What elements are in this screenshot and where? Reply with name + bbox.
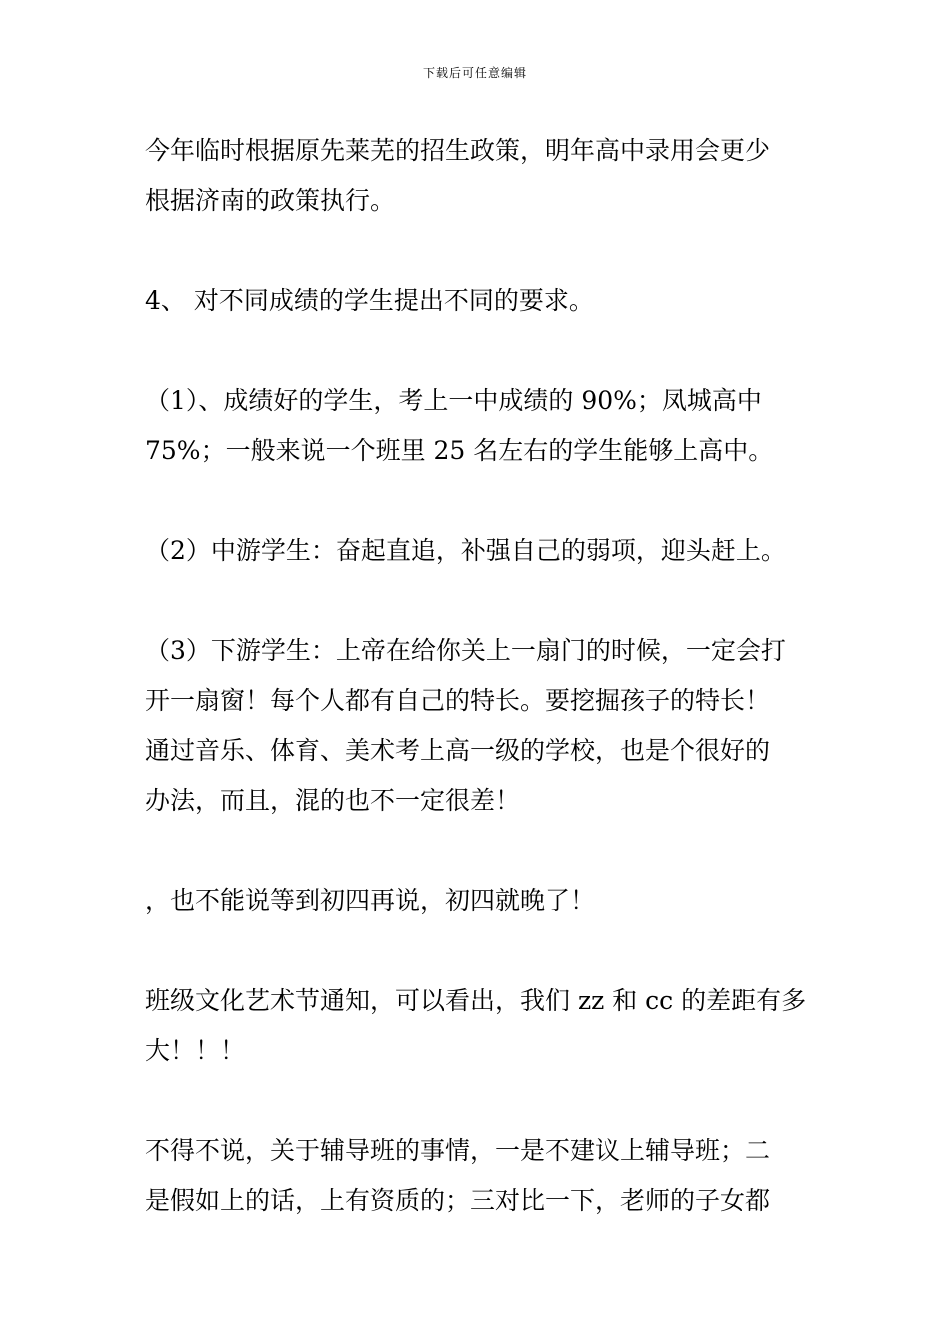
paragraph-6: [145, 876, 810, 926]
text-line: 通过音乐、体育、美术考上高一级的学校，也是个很好的: [145, 736, 771, 765]
paragraph-4: [145, 526, 810, 576]
text-line: 75%；一般来说一个班里 25 名左右的学生能够上高中。: [145, 436, 774, 465]
paragraph-5: [145, 626, 810, 826]
text-line: 大！！！: [145, 1036, 246, 1065]
text-line: 开一扇窗！每个人都有自己的特长。要挖掘孩子的特长！: [145, 686, 771, 715]
text-line: 今年临时根据原先莱芜的招生政策，明年高中录用会更少: [145, 136, 771, 165]
document-body: [145, 126, 810, 1276]
text-line: 是假如上的话，上有资质的；三对比一下，老师的子女都: [145, 1186, 771, 1215]
page-header: 下载后可任意编辑: [422, 66, 527, 80]
paragraph-3: [145, 376, 810, 476]
text-line: ，也不能说等到初四再说，初四就晚了！: [145, 886, 596, 915]
text-line: 办法，而且，混的也不一定很差！: [145, 786, 521, 815]
text-line: （1）、成绩好的学生，考上一中成绩的 90%；凤城高中: [145, 386, 762, 415]
paragraph-8: [145, 1126, 810, 1226]
paragraph-7: [145, 976, 810, 1076]
text-line: 不得不说，关于辅导班的事情，一是不建议上辅导班；二: [145, 1136, 771, 1165]
paragraph-2: [145, 276, 810, 326]
paragraph-1: [145, 126, 810, 226]
text-line: 4、 对不同成绩的学生提出不同的要求。: [145, 286, 594, 315]
text-line: 班级文化艺术节通知，可以看出，我们 zz 和 cc 的差距有多: [145, 986, 807, 1015]
text-line: （3）下游学生：上帝在给你关上一扇门的时候，一定会打: [145, 636, 786, 665]
text-line: （2）中游学生：奋起直追，补强自己的弱项，迎头赶上。: [145, 536, 786, 565]
text-line: 根据济南的政策执行。: [145, 186, 396, 215]
